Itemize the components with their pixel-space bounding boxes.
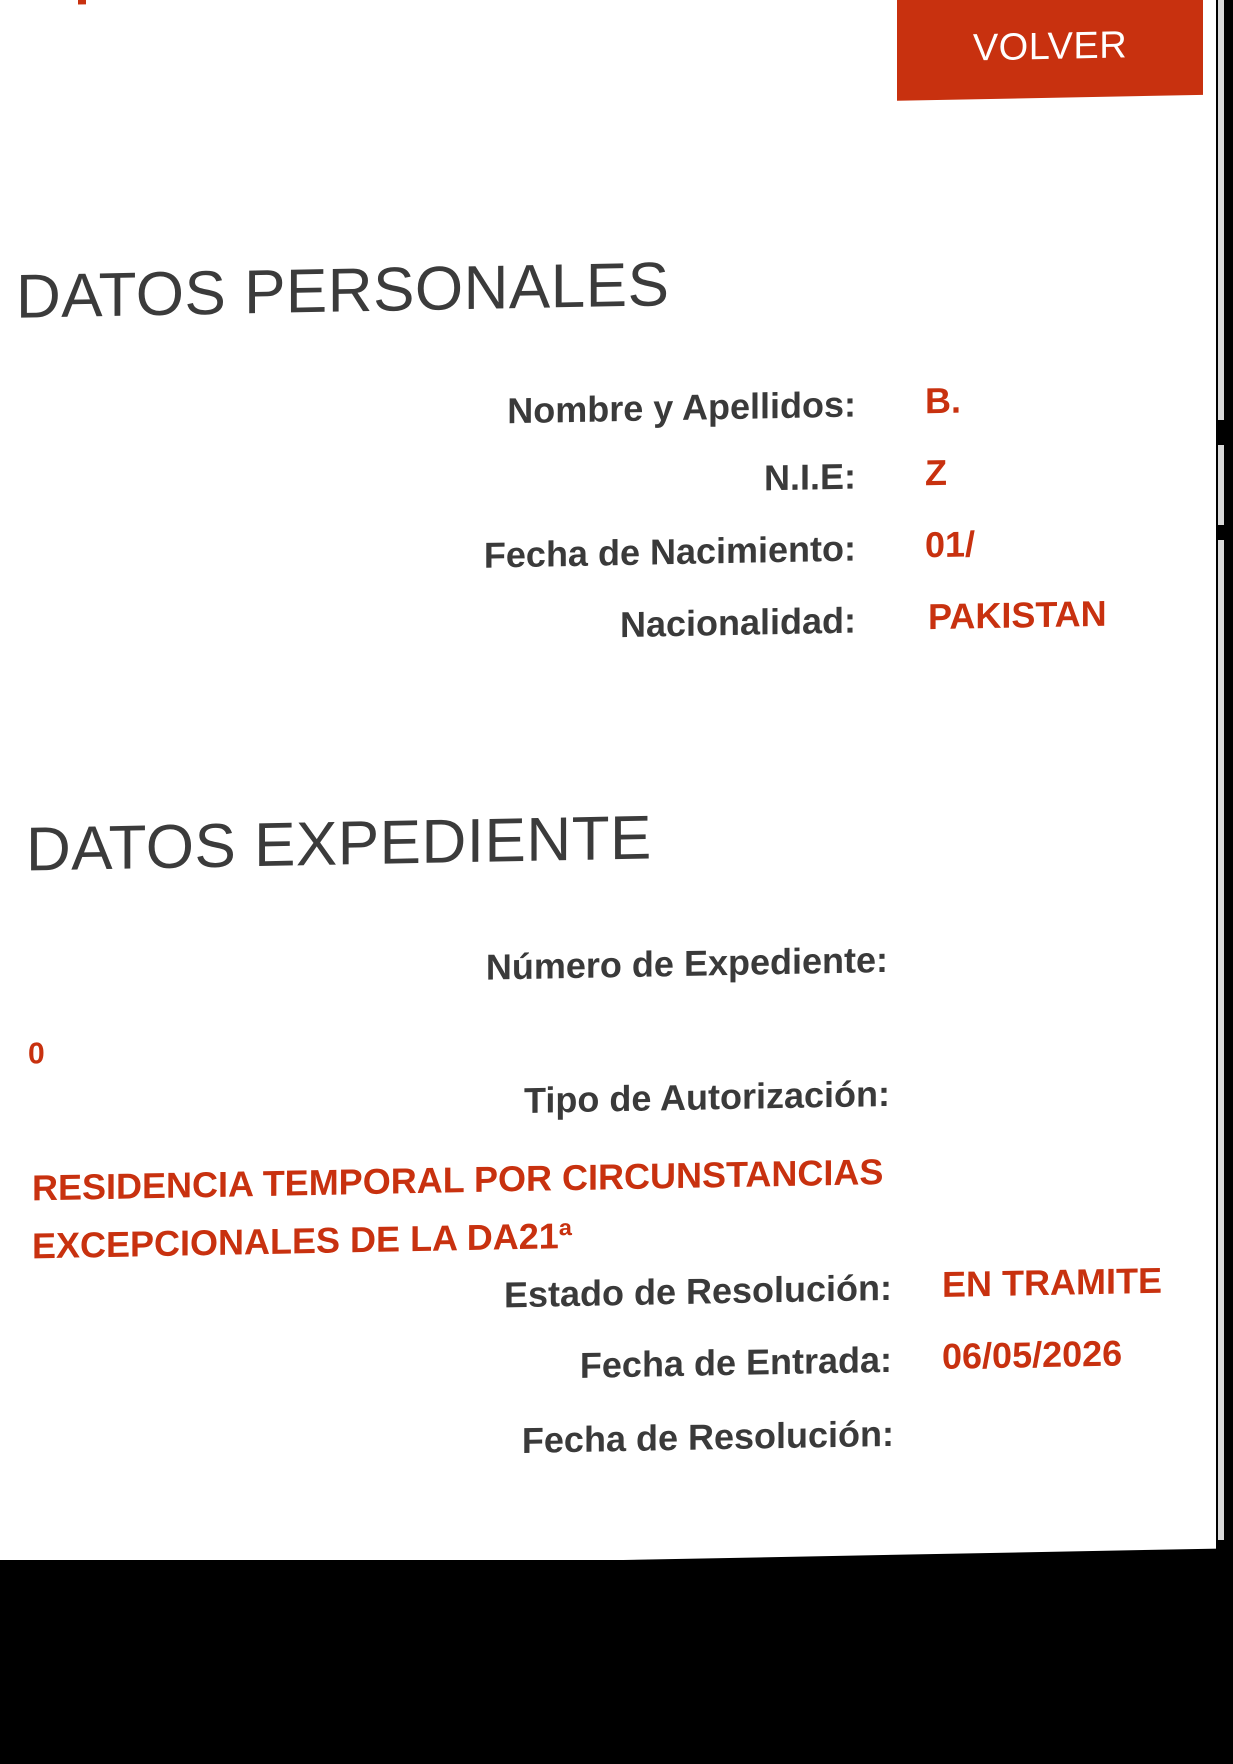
back-button[interactable]: VOLVER xyxy=(897,0,1203,101)
resolution-status-label: Estado de Resolución: xyxy=(503,1266,892,1316)
authorization-type-label: Tipo de Autorización: xyxy=(524,1072,890,1121)
authorization-type-value: RESIDENCIA TEMPORAL POR CIRCUNSTANCIAS EXCEPCIONALES DE LA DA21ª xyxy=(32,1151,884,1267)
file-number-value: 0 xyxy=(28,1037,45,1071)
resolution-date-label: Fecha de Resolución: xyxy=(521,1412,894,1461)
name-value: B. xyxy=(925,379,961,422)
name-label: Nombre y Apellidos: xyxy=(507,383,856,432)
photo-edge xyxy=(1216,0,1233,1764)
file-data-title: DATOS EXPEDIENTE xyxy=(26,803,652,885)
nie-label: N.I.E: xyxy=(763,455,856,499)
birth-date-value: 01/ xyxy=(925,523,976,566)
file-number-label: Número de Expediente: xyxy=(485,938,888,988)
entry-date-value: 06/05/2026 xyxy=(942,1332,1123,1377)
nationality-label: Nacionalidad: xyxy=(619,599,856,646)
birth-date-label: Fecha de Nacimiento: xyxy=(483,527,856,576)
nie-value: Z xyxy=(925,451,947,494)
nationality-value: PAKISTAN xyxy=(928,592,1107,638)
entry-date-label: Fecha de Entrada: xyxy=(579,1338,892,1386)
header-accent-mark xyxy=(78,0,86,5)
photo-bottom-edge xyxy=(0,1560,1233,1764)
personal-data-title: DATOS PERSONALES xyxy=(16,250,670,332)
resolution-status-value: EN TRAMITE xyxy=(942,1259,1162,1305)
